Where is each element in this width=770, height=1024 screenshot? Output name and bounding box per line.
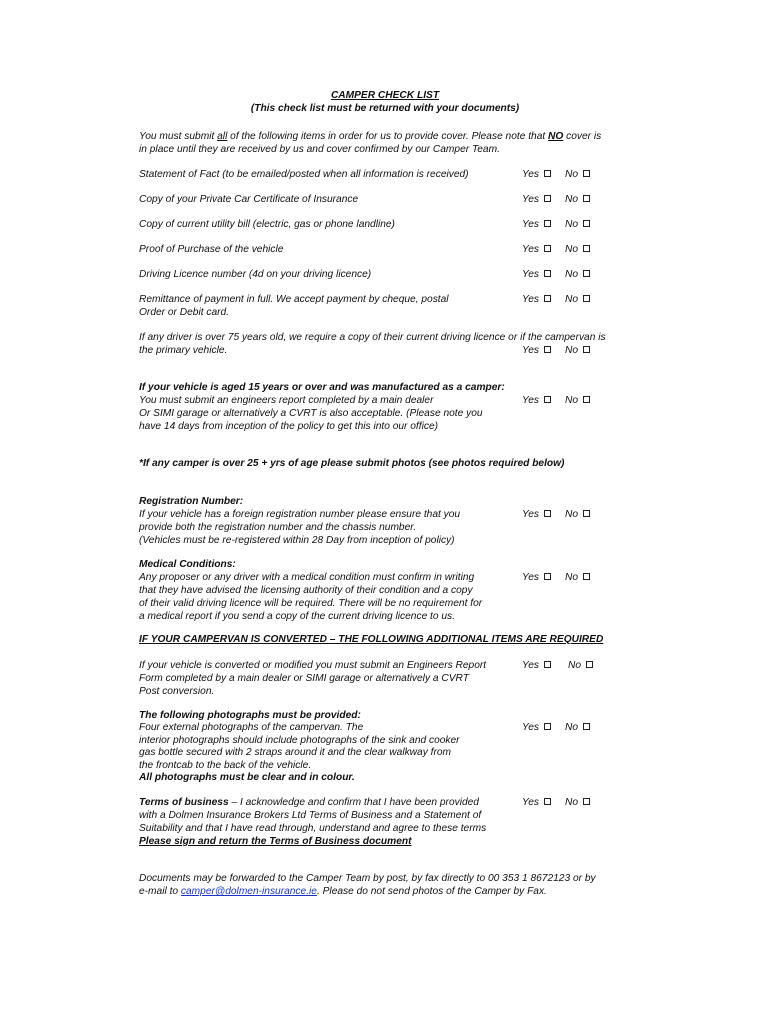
no-option: [565, 193, 590, 206]
no-checkbox[interactable]: [583, 723, 590, 730]
terms-line-2: with a Dolmen Insurance Brokers Ltd Terms of Business and a Statement of: [139, 810, 482, 821]
photos-line-3: gas bottle secured with 2 straps around it and the clear walkway from: [139, 747, 452, 758]
yes-checkbox[interactable]: [544, 170, 551, 177]
no-option: [565, 243, 590, 256]
terms-text: – I acknowledge and confirm that I have been provided: [228, 797, 479, 808]
yes-checkbox[interactable]: [544, 220, 551, 227]
no-option: [565, 796, 590, 809]
over-25-note: *If any camper is over 25 + yrs of age please submit photos (see photos required below): [139, 458, 565, 469]
item-insurance: Copy of your Private Car Certificate of Insurance: [139, 194, 359, 205]
item-utility-bill: Copy of current utility bill (electric, gas or phone landline): [139, 219, 395, 230]
no-option: [565, 721, 590, 734]
intro-text-2: of the following items in order for us to provide cover. Please note that: [227, 131, 549, 142]
registration-line-3: (Vehicles must be re-registered within 28 Day from inception of policy): [139, 535, 455, 546]
yes-option: [522, 571, 551, 584]
medical-heading: Medical Conditions:: [139, 559, 236, 570]
medical-line-3: of their valid driving licence will be required. There will be no requirement for: [139, 598, 483, 609]
no-checkbox[interactable]: [583, 195, 590, 202]
no-option: [565, 268, 590, 281]
yes-label: Yes: [522, 797, 539, 808]
footer-line-2: [139, 885, 547, 898]
item-remittance-line-1: Remittance of payment in full. We accept payment by cheque, postal: [139, 294, 449, 305]
yes-option: [522, 394, 551, 407]
email-link[interactable]: camper@dolmen-insurance.ie: [180, 886, 317, 897]
no-checkbox[interactable]: [583, 295, 590, 302]
photos-line-4: the frontcab to the back of the vehicle.: [139, 760, 312, 771]
no-label: No: [565, 509, 579, 520]
page-subtitle: (This check list must be returned with your documents): [250, 103, 520, 114]
terms-line-1: [139, 796, 479, 809]
intro-text: You must submit: [139, 131, 218, 142]
aged-15-line-1: You must submit an engineers report completed by a main dealer: [139, 395, 434, 406]
no-option: [565, 394, 590, 407]
aged-15-line-3: have 14 days from inception of the policy to get this into our office): [139, 421, 438, 432]
no-label: No: [565, 572, 579, 583]
yes-option: [522, 293, 551, 306]
no-checkbox[interactable]: [583, 170, 590, 177]
yes-label: Yes: [522, 509, 539, 520]
item-statement-of-fact: Statement of Fact (to be emailed/posted when all information is received): [139, 169, 469, 180]
photos-heading: The following photographs must be provided:: [139, 710, 361, 721]
converted-line-2: Form completed by a main dealer or SIMI garage or alternatively a CVRT: [139, 673, 469, 684]
medical-line-4: a medical report if you send a copy of the current driving licence to us.: [139, 611, 455, 622]
no-option: [568, 659, 593, 672]
yes-checkbox[interactable]: [544, 346, 551, 353]
no-option: [565, 293, 590, 306]
no-option: [565, 571, 590, 584]
footer-text: e-mail to: [139, 886, 181, 897]
yes-checkbox[interactable]: [544, 573, 551, 580]
yes-checkbox[interactable]: [544, 245, 551, 252]
item-driving-licence: Driving Licence number (4d on your driving licence): [139, 269, 372, 280]
medical-line-1: Any proposer or any driver with a medical condition must confirm in writing: [139, 572, 475, 583]
no-checkbox[interactable]: [583, 510, 590, 517]
over-75-line-1: If any driver is over 75 years old, we require a copy of their current driving licence or if the campervan is: [139, 332, 606, 343]
no-checkbox[interactable]: [583, 346, 590, 353]
yes-label: Yes: [522, 294, 539, 305]
yes-checkbox[interactable]: [544, 510, 551, 517]
no-label: No: [565, 219, 579, 230]
yes-checkbox[interactable]: [544, 661, 551, 668]
terms-line-4: Please sign and return the Terms of Business document: [139, 836, 412, 847]
yes-label: Yes: [522, 395, 539, 406]
no-label: No: [565, 244, 579, 255]
yes-label: Yes: [522, 269, 539, 280]
no-label: No: [565, 294, 579, 305]
no-label: No: [565, 722, 579, 733]
footer-text-2: . Please do not send photos of the Camper by Fax.: [316, 886, 547, 897]
registration-heading: Registration Number:: [139, 496, 244, 507]
converted-line-1: If your vehicle is converted or modified you must submit an Engineers Report: [139, 660, 487, 671]
yes-checkbox[interactable]: [544, 195, 551, 202]
intro-line-2: in place until they are received by us and cover confirmed by our Camper Team.: [139, 144, 500, 155]
yes-checkbox[interactable]: [544, 396, 551, 403]
no-label: No: [565, 797, 579, 808]
yes-option: [522, 243, 551, 256]
terms-heading: Terms of business: [139, 797, 229, 808]
yes-checkbox[interactable]: [544, 798, 551, 805]
yes-label: Yes: [522, 345, 539, 356]
yes-option: [522, 268, 551, 281]
yes-label: Yes: [522, 219, 539, 230]
converted-line-3: Post conversion.: [139, 686, 215, 697]
over-75-line-2: the primary vehicle.: [139, 345, 228, 356]
item-remittance-line-2: Order or Debit card.: [139, 307, 230, 318]
yes-label: Yes: [522, 244, 539, 255]
no-option: [565, 344, 590, 357]
yes-option: [522, 508, 551, 521]
yes-option: [522, 218, 551, 231]
photos-line-1: Four external photographs of the campervan. The: [139, 722, 364, 733]
yes-option: [522, 721, 551, 734]
registration-line-1: If your vehicle has a foreign registration number please ensure that you: [139, 509, 461, 520]
intro-text-3: cover is: [563, 131, 602, 142]
yes-label: Yes: [522, 722, 539, 733]
no-label: No: [565, 169, 579, 180]
registration-line-2: provide both the registration number and the chassis number.: [139, 522, 417, 533]
no-label: No: [568, 660, 582, 671]
no-label: No: [565, 269, 579, 280]
no-label: No: [565, 194, 579, 205]
intro-all: all: [217, 131, 228, 142]
intro-line-1: [139, 130, 601, 143]
page-title: CAMPER CHECK LIST: [330, 90, 440, 101]
no-label: No: [565, 345, 579, 356]
no-checkbox[interactable]: [586, 661, 593, 668]
no-checkbox[interactable]: [583, 245, 590, 252]
no-option: [565, 218, 590, 231]
aged-15-line-2: Or SIMI garage or alternatively a CVRT is also acceptable. (Please note you: [139, 408, 483, 419]
photos-line-5: All photographs must be clear and in colour.: [139, 772, 355, 783]
medical-line-2: that they have advised the licensing authority of their condition and a copy: [139, 585, 473, 596]
aged-15-heading: If your vehicle is aged 15 years or over and was manufactured as a camper:: [139, 382, 505, 393]
yes-label: Yes: [522, 169, 539, 180]
converted-heading: IF YOUR CAMPERVAN IS CONVERTED – THE FOLLOWING ADDITIONAL ITEMS ARE REQUIRED: [139, 634, 604, 645]
yes-checkbox[interactable]: [544, 270, 551, 277]
yes-option: [522, 796, 551, 809]
no-checkbox[interactable]: [583, 270, 590, 277]
no-label: No: [565, 395, 579, 406]
intro-no: NO: [548, 131, 564, 142]
terms-line-3: Suitability and that I have read through, understand and agree to these terms: [139, 823, 487, 834]
item-proof-of-purchase: Proof of Purchase of the vehicle: [139, 244, 284, 255]
no-checkbox[interactable]: [583, 573, 590, 580]
yes-checkbox[interactable]: [544, 723, 551, 730]
no-option: [565, 508, 590, 521]
yes-checkbox[interactable]: [544, 295, 551, 302]
yes-label: Yes: [522, 572, 539, 583]
no-option: [565, 168, 590, 181]
yes-label: Yes: [522, 660, 539, 671]
yes-option: [522, 193, 551, 206]
yes-option: [522, 168, 551, 181]
no-checkbox[interactable]: [583, 798, 590, 805]
photos-line-2: interior photographs should include photographs of the sink and cooker: [139, 735, 460, 746]
yes-label: Yes: [522, 194, 539, 205]
yes-option: [522, 659, 551, 672]
no-checkbox[interactable]: [583, 396, 590, 403]
footer-line-1: Documents may be forwarded to the Camper Team by post, by fax directly to 00 353 1 8672123 or by: [139, 873, 596, 884]
no-checkbox[interactable]: [583, 220, 590, 227]
yes-option: [522, 344, 551, 357]
